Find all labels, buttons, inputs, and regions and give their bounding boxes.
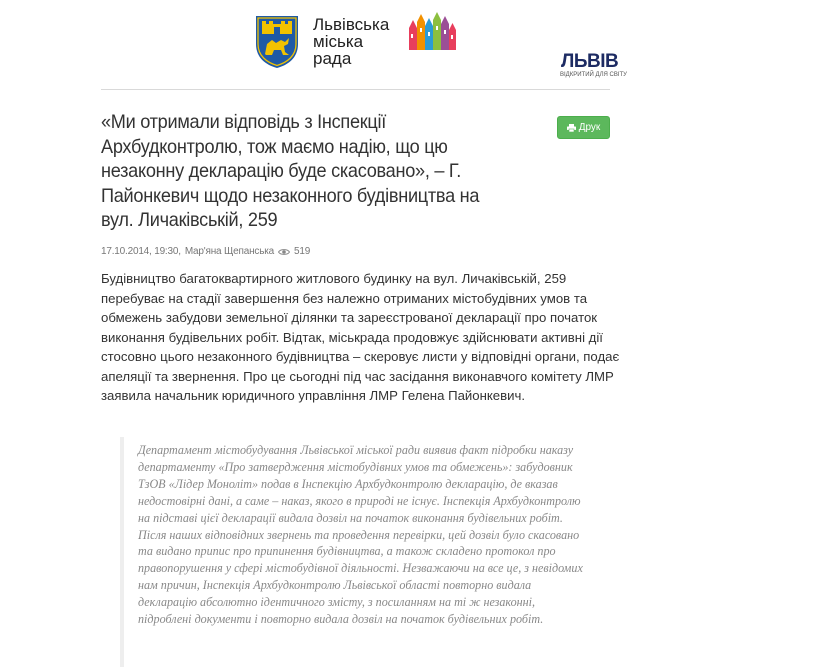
lviv-brand-logo[interactable] bbox=[407, 12, 627, 80]
article-quote bbox=[120, 437, 590, 667]
author-name: Мар'яна Щепанська bbox=[184, 246, 274, 257]
article-lead: Будівництво багатоквартирного житлового будинку на вул. Личаківській, 259 перебуває на стадії завершення без належно отриманих містобудівних умов та обмежень забудови земельної ділянки та зареєстрованої декларації про початок виконання будівельних робіт. Відтак, міськрада продовжує здійснювати активні дії стосовно цього незаконного будівництва – скеровує листи у відповідні органи, подає апеляції та звернення. Про це сьогодні під час засідання виконавчого комітету ЛМР заявила начальник юридичного управління ЛМР Гелена Пайонкевич. bbox=[101, 271, 620, 403]
view-count: 519 bbox=[293, 246, 311, 257]
quote-text: Департамент містобудування Львівської міської ради виявив факт підробки наказу департаменту «Про затвердження містобудівних умов та обмежень»: забудовник ТзОВ «Лідер Моноліт» подав в Інспекцію Архбудконтролю декларацію, де вказав недостовірні дані, а саме – наказ, якого в природі не існує. Інспекція Архбудконтролю на підставі цієї декларації видала дозвіл на початок виконання будівельних робіт. Після наших відповідних звернень та проведення перевірки, цей дозвіл було скасовано та видано припис про припинення будівництва, а також складено протокол про правопорушення у сфері містобудівної діяльності. Незважаючи на все це, з невідомих нам причин, Інспекція Архбудконтролю Львівської області повторно видала декларацію абсолютно ідентичного змісту, з посиланням на ті ж незаконні, підроблені документи і повторно видала дозвіл на початок будівельних робіт. bbox=[138, 443, 583, 627]
old-town-skyline-icon bbox=[407, 12, 467, 52]
lviv-coat-of-arms-icon[interactable] bbox=[254, 14, 300, 70]
eye-icon bbox=[278, 248, 290, 256]
brand-tagline: ВІДКРИТИЙ ДЛЯ СВІТУ bbox=[560, 72, 627, 78]
brand-word: ЛЬВІВ bbox=[561, 51, 619, 72]
print-label: Друк bbox=[578, 122, 601, 133]
article-title: «Ми отримали відповідь з Інспекції Архбудконтролю, тож маємо надію, що цю незаконну декларацію буде скасовано», – Г. Пайонкевич щодо незаконного будівництва на вул. Личаківській, 259 bbox=[101, 111, 480, 231]
printer-icon bbox=[567, 124, 576, 132]
header-divider bbox=[101, 89, 610, 90]
article-meta bbox=[101, 246, 310, 257]
site-header bbox=[254, 12, 627, 80]
council-name[interactable]: Львівська міська рада bbox=[313, 15, 390, 68]
publish-date: 17.10.2014, 19:30, bbox=[101, 246, 181, 257]
print-button[interactable] bbox=[557, 116, 610, 139]
